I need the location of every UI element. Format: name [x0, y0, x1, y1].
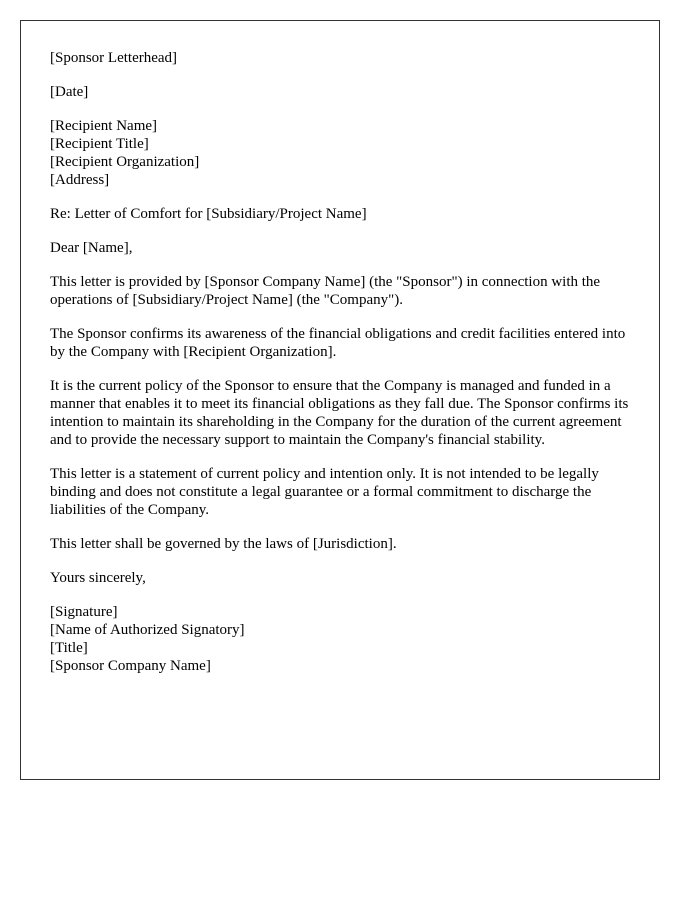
body-paragraph-governing-law: This letter shall be governed by the laws of [Jurisdiction]. [50, 536, 397, 552]
signatory-title: [Title] [50, 640, 88, 656]
salutation-text: Dear [Name], [50, 240, 133, 256]
body-paragraph-policy: It is the current policy of the Sponsor to ensure that the Company is managed and funded in a manner that enables it to meet its financial obligations as they fall due. The Sponsor confirms its intention to maintain its shareholding in the Company for the duration of the current agreement and to provide the necessary support to maintain the Company's financial stability. [50, 378, 629, 448]
recipient-name: [Recipient Name] [50, 118, 158, 134]
signatory-name: [Name of Authorized Signatory] [50, 622, 245, 638]
closing-text: Yours sincerely, [50, 570, 146, 586]
date-text: [Date] [50, 84, 89, 100]
closing [50, 569, 630, 587]
letterhead [50, 49, 630, 67]
salutation [50, 239, 630, 257]
letter-body [50, 49, 630, 691]
body-paragraph-intro: This letter is provided by [Sponsor Company Name] (the "Sponsor") in connection with the operations of [Subsidiary/Project Name] (the "Company"). [50, 274, 601, 308]
letter-page [20, 20, 660, 780]
signature-block [50, 603, 630, 675]
body-paragraph-awareness: The Sponsor confirms its awareness of the financial obligations and credit facilities entered into by the Company with [Recipient Organization]. [50, 326, 626, 360]
signature-placeholder: [Signature] [50, 604, 118, 620]
subject-text: Re: Letter of Comfort for [Subsidiary/Project Name] [50, 206, 367, 222]
signatory-company: [Sponsor Company Name] [50, 658, 211, 674]
recipient-title: [Recipient Title] [50, 136, 149, 152]
recipient-address: [Address] [50, 172, 110, 188]
letterhead-text: [Sponsor Letterhead] [50, 50, 178, 66]
recipient-organization: [Recipient Organization] [50, 154, 200, 170]
body-paragraph-disclaimer: This letter is a statement of current policy and intention only. It is not intended to be legally binding and does not constitute a legal guarantee or a formal commitment to discharge the liabilities of the Company. [50, 466, 599, 518]
recipient-address-block [50, 117, 630, 189]
subject-line [50, 205, 630, 223]
letter-date [50, 83, 630, 101]
